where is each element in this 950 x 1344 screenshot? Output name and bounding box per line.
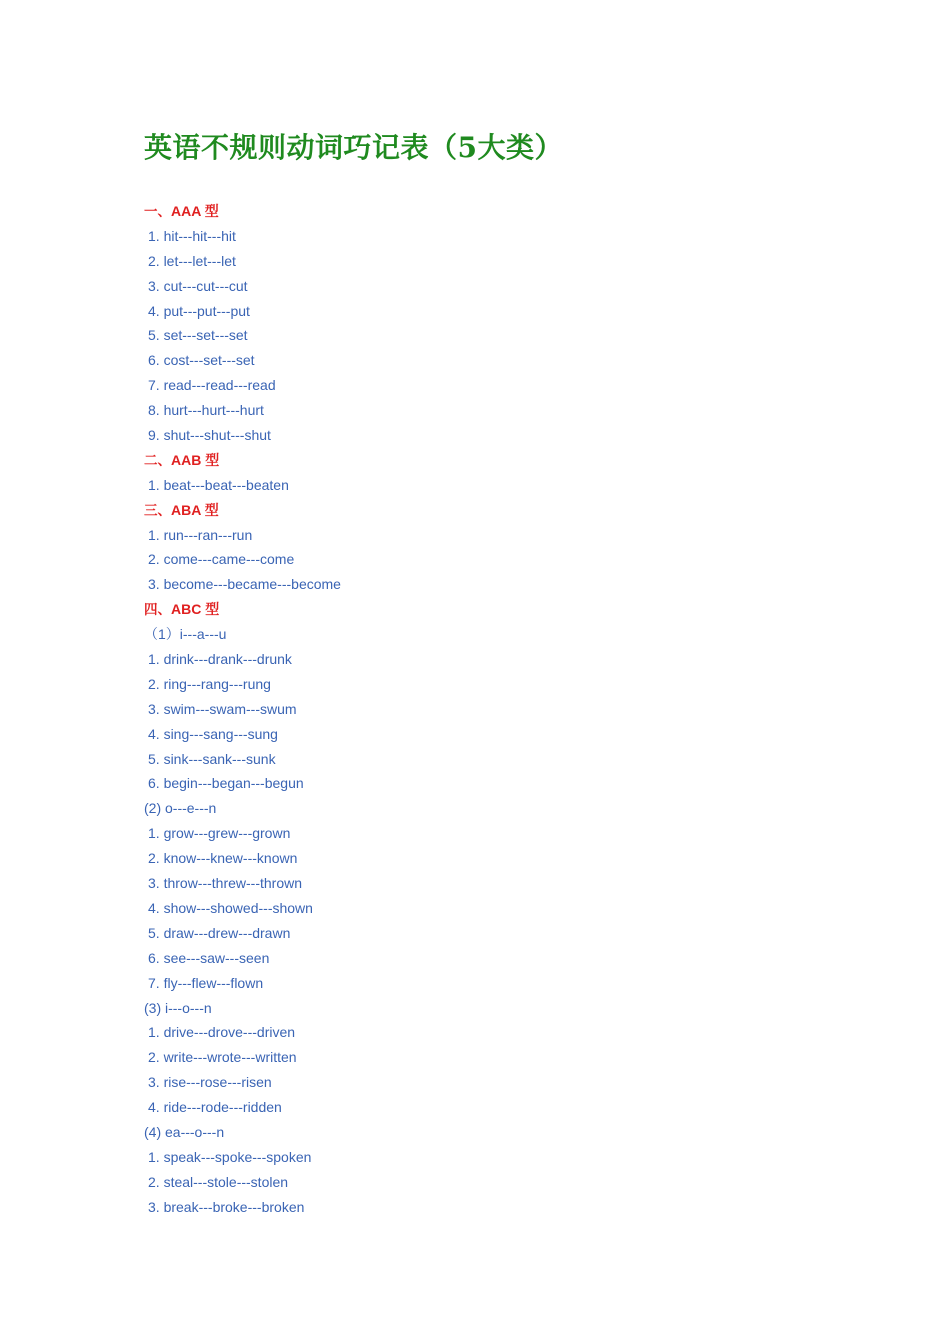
- document-title: 英语不规则动词巧记表（5大类）: [144, 131, 563, 164]
- section-heading: [144, 597, 844, 622]
- verb-item: 2. come---came---come: [148, 551, 295, 568]
- section-label: ABC 型: [171, 601, 220, 618]
- verb-item: 4. put---put---put: [148, 302, 250, 319]
- verb-item: 6. see---saw---seen: [148, 949, 270, 966]
- verb-item: 1. grow---grew---grown: [148, 825, 291, 842]
- verb-item: 3. break---broke---broken: [148, 1198, 305, 1215]
- verb-item: 9. shut---shut---shut: [148, 427, 271, 444]
- pattern-subheading: (3) i---o---n: [144, 999, 212, 1016]
- pattern-subheading: (4) ea---o---n: [144, 1123, 225, 1140]
- verb-item: 1. beat---beat---beaten: [148, 476, 289, 493]
- verb-item: 1. drive---drove---driven: [148, 1024, 296, 1041]
- pattern-subheading: (2) o---e---n: [144, 800, 217, 817]
- verb-item: 2. know---knew---known: [148, 850, 298, 867]
- verb-item: 5. sink---sank---sunk: [148, 750, 276, 767]
- verb-item: 7. fly---flew---flown: [148, 974, 264, 991]
- section-number: 一、: [144, 204, 171, 220]
- section-number: 二、: [144, 452, 171, 469]
- section-heading: [144, 498, 844, 523]
- section-label: AAB 型: [171, 451, 220, 468]
- verb-item: 2. steal---stole---stolen: [148, 1173, 289, 1190]
- verb-item: 6. cost---set---set: [148, 352, 255, 369]
- verb-item: 4. show---showed---shown: [148, 899, 313, 916]
- verb-item: 3. become---became---become: [148, 576, 341, 593]
- verb-item: 4. sing---sang---sung: [148, 725, 278, 742]
- verb-item: 4. ride---rode---ridden: [148, 1099, 282, 1116]
- verb-item: 1. drink---drank---drunk: [148, 651, 292, 668]
- verb-list: [144, 199, 844, 1220]
- verb-item: 2. write---wrote---written: [148, 1049, 297, 1066]
- verb-item: 1. run---ran---run: [148, 526, 253, 543]
- verb-item: 3. swim---swam---swum: [148, 700, 297, 717]
- verb-item: 8. hurt---hurt---hurt: [148, 402, 264, 419]
- verb-item: 1. speak---spoke---spoken: [148, 1148, 312, 1165]
- pattern-subheading: （1）i---a---u: [144, 626, 227, 643]
- verb-item: 5. set---set---set: [148, 327, 248, 344]
- verb-item: 3. rise---rose---risen: [148, 1074, 272, 1091]
- verb-item: 6. begin---began---begun: [148, 775, 304, 792]
- verb-item: 7. read---read---read: [148, 377, 276, 394]
- verb-item: 2. ring---rang---rung: [148, 675, 271, 692]
- section-label: ABA 型: [171, 501, 219, 518]
- section-heading: [144, 448, 844, 473]
- section-heading: [144, 199, 844, 224]
- verb-item: 1. hit---hit---hit: [148, 227, 236, 244]
- section-number: 三、: [144, 502, 171, 519]
- verb-item: 3. cut---cut---cut: [148, 277, 248, 294]
- verb-item: 3. throw---threw---thrown: [148, 875, 303, 892]
- section-label: AAA 型: [171, 203, 219, 219]
- verb-item: 2. let---let---let: [148, 252, 236, 269]
- verb-item: 5. draw---drew---drawn: [148, 924, 291, 941]
- section-number: 四、: [144, 602, 171, 619]
